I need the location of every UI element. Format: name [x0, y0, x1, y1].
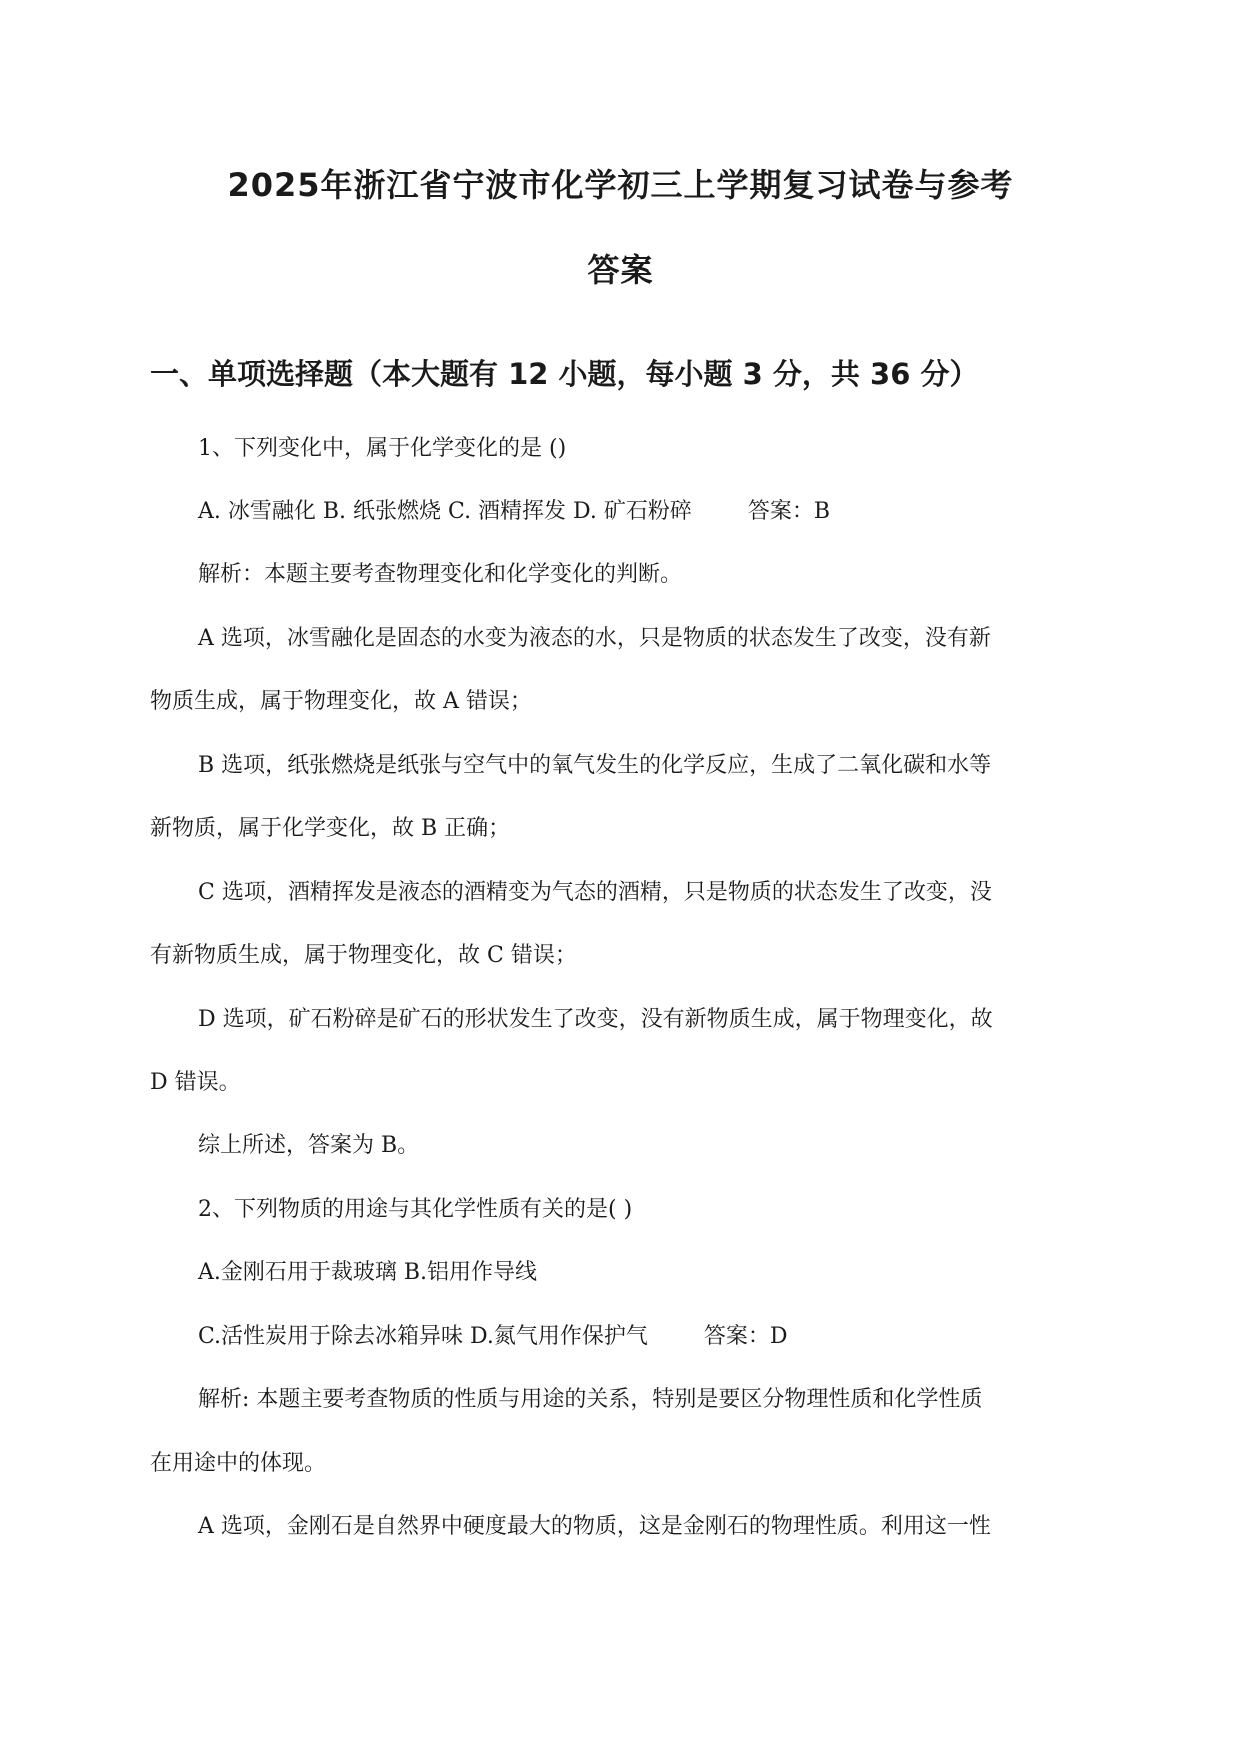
question-1-analysis-a-line-1: A 选项，冰雪融化是固态的水变为液态的水，只是物质的状态发生了改变，没有新 — [198, 626, 991, 651]
question-2-options-row-2 — [198, 1322, 788, 1352]
question-1-analysis-intro: 解析：本题主要考查物理变化和化学变化的判断。 — [198, 562, 683, 587]
question-1-options-row — [198, 497, 830, 527]
question-1-analysis-d-line-1: D 选项，矿石粉碎是矿石的形状发生了改变，没有新物质生成，属于物理变化，故 — [198, 1007, 993, 1032]
question-1-options: A. 冰雪融化 B. 纸张燃烧 C. 酒精挥发 D. 矿石粉碎 — [198, 499, 692, 524]
section-heading: 一、单项选择题（本大题有 12 小题，每小题 3 分，共 36 分） — [150, 357, 979, 391]
question-1-analysis-d-line-2: D 错误。 — [150, 1070, 241, 1095]
question-1-analysis-c-line-2: 有新物质生成，属于物理变化，故 C 错误； — [150, 943, 577, 968]
question-2-options-line-2: C.活性炭用于除去冰箱异味 D.氮气用作保护气 — [198, 1324, 648, 1349]
question-2-stem: 2、下列物质的用途与其化学性质有关的是( ) — [198, 1197, 633, 1222]
question-2-analysis-a-line-1: A 选项，金刚石是自然界中硬度最大的物质，这是金刚石的物理性质。利用这一性 — [198, 1514, 991, 1539]
question-1-analysis-b-line-1: B 选项，纸张燃烧是纸张与空气中的氧气发生的化学反应，生成了二氧化碳和水等 — [198, 753, 992, 778]
question-2-options-line-1: A.金刚石用于裁玻璃 B.铝用作导线 — [198, 1260, 538, 1285]
question-1-summary: 综上所述，答案为 B。 — [198, 1133, 420, 1158]
question-1-stem: 1、下列变化中，属于化学变化的是 () — [198, 436, 567, 461]
question-2-analysis-line-1: 解析: 本题主要考查物质的性质与用途的关系，特别是要区分物理性质和化学性质 — [198, 1387, 983, 1412]
document-title-line-2: 答案 — [587, 251, 654, 289]
document-title-line-1: 2025年浙江省宁波市化学初三上学期复习试卷与参考 — [227, 166, 1014, 204]
question-1-analysis-c-line-1: C 选项，酒精挥发是液态的酒精变为气态的酒精，只是物质的状态发生了改变，没 — [198, 880, 992, 905]
question-2-answer: 答案：D — [703, 1324, 788, 1349]
question-1-analysis-b-line-2: 新物质，属于化学变化，故 B 正确； — [150, 816, 511, 841]
question-2-analysis-line-2: 在用途中的体现。 — [150, 1451, 327, 1476]
question-1-analysis-a-line-2: 物质生成，属于物理变化，故 A 错误； — [150, 689, 532, 714]
question-1-answer: 答案：B — [747, 499, 831, 524]
